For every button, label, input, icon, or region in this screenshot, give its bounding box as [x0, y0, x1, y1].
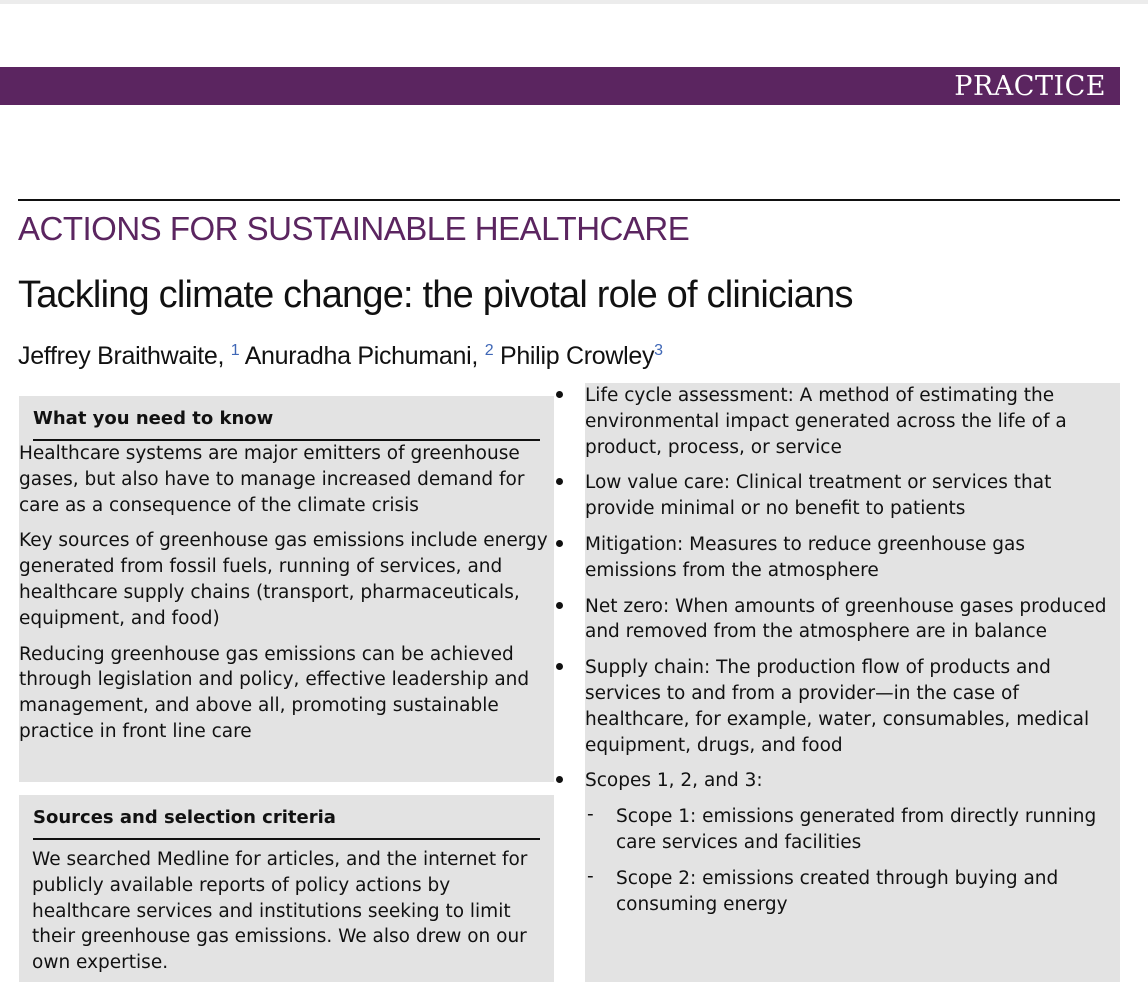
- box-heading: Sources and selection criteria: [33, 807, 540, 840]
- section-banner: [0, 67, 1120, 105]
- list-item-text: Healthcare systems are major emitters of greenhouse gases, but also have to manage increased demand for care as a consequence of the climate crisis: [19, 443, 525, 516]
- scope-item-text: Scope 1: emissions generated from directly running care services and facilities: [616, 806, 1097, 853]
- series-label: ACTIONS FOR SUSTAINABLE HEALTHCARE: [18, 210, 690, 247]
- affiliation-link[interactable]: 1: [230, 342, 240, 359]
- section-tag: PRACTICE: [954, 71, 1106, 102]
- bullet-icon: [556, 391, 563, 398]
- header-rule: [18, 199, 1120, 201]
- glossary-list: [585, 383, 1120, 917]
- glossary-item: [585, 383, 1120, 460]
- bullet-icon: [556, 540, 563, 547]
- affiliation-link[interactable]: 2: [484, 342, 494, 359]
- dash-icon: -: [587, 804, 594, 826]
- list-item: [19, 441, 554, 518]
- article-title: Tackling climate change: the pivotal role of clinicians: [18, 274, 853, 316]
- list-item: [19, 642, 554, 745]
- what-you-need-to-know-box: [19, 396, 554, 782]
- glossary-item: [585, 768, 1120, 917]
- scope-item-text: Scope 2: emissions created through buying and consuming energy: [616, 867, 1059, 915]
- author-name: Anuradha Pichumani,: [244, 342, 479, 370]
- bullet-icon: [556, 602, 563, 609]
- key-points-list: [19, 441, 554, 745]
- list-item: [19, 528, 554, 631]
- top-edge-line: [0, 0, 1148, 4]
- glossary-item: [585, 532, 1120, 584]
- glossary-item-text: Life cycle assessment: A method of estimating the environmental impact generated across the life of a product, process, or service: [585, 385, 1067, 458]
- sources-text: We searched Medline for articles, and the internet for publicly available reports of policy actions by healthcare services and institutions seeking to limit their greenhouse gas emissions. We also drew on our own expertise.: [32, 849, 528, 974]
- affiliation-link[interactable]: 3: [654, 342, 663, 359]
- author-name: Philip Crowley: [499, 342, 655, 370]
- author-line: [18, 335, 663, 372]
- list-item-text: Key sources of greenhouse gas emissions include energy generated from fossil fuels, running of services, and healthcare supply chains (transport, pharmaceuticals, equipment, and food): [19, 530, 548, 629]
- author-name: Jeffrey Braithwaite,: [18, 342, 225, 370]
- scope-item: [587, 804, 1120, 856]
- bullet-icon: [556, 663, 563, 670]
- glossary-item-text: Mitigation: Measures to reduce greenhouse gas emissions from the atmosphere: [585, 533, 1026, 581]
- glossary-item: [585, 470, 1120, 522]
- scopes-list: [587, 804, 1120, 917]
- glossary-item-text: Low value care: Clinical treatment or services that provide minimal or no benefit to patients: [585, 472, 1052, 520]
- glossary-item-text: Net zero: When amounts of greenhouse gases produced and removed from the atmosphere are in balance: [585, 595, 1107, 643]
- scope-item: [587, 865, 1120, 918]
- box-heading: What you need to know: [33, 408, 540, 441]
- glossary-box: [585, 383, 1120, 982]
- glossary-item-text: Supply chain: The production flow of products and services to and from a provider—in the case of healthcare, for example, water, consumables, medical equipment, drugs, and food: [585, 657, 1090, 756]
- bullet-icon: [556, 776, 563, 783]
- glossary-item-text: Scopes 1, 2, and 3:: [585, 770, 763, 792]
- glossary-item: [585, 655, 1120, 758]
- bullet-icon: [556, 478, 563, 485]
- sources-box: [19, 795, 554, 982]
- list-item-text: Reducing greenhouse gas emissions can be achieved through legislation and policy, effective leadership and management, and above all, promoting sustainable practice in front line care: [19, 643, 530, 742]
- glossary-item: [585, 594, 1120, 646]
- dash-icon: -: [587, 865, 594, 887]
